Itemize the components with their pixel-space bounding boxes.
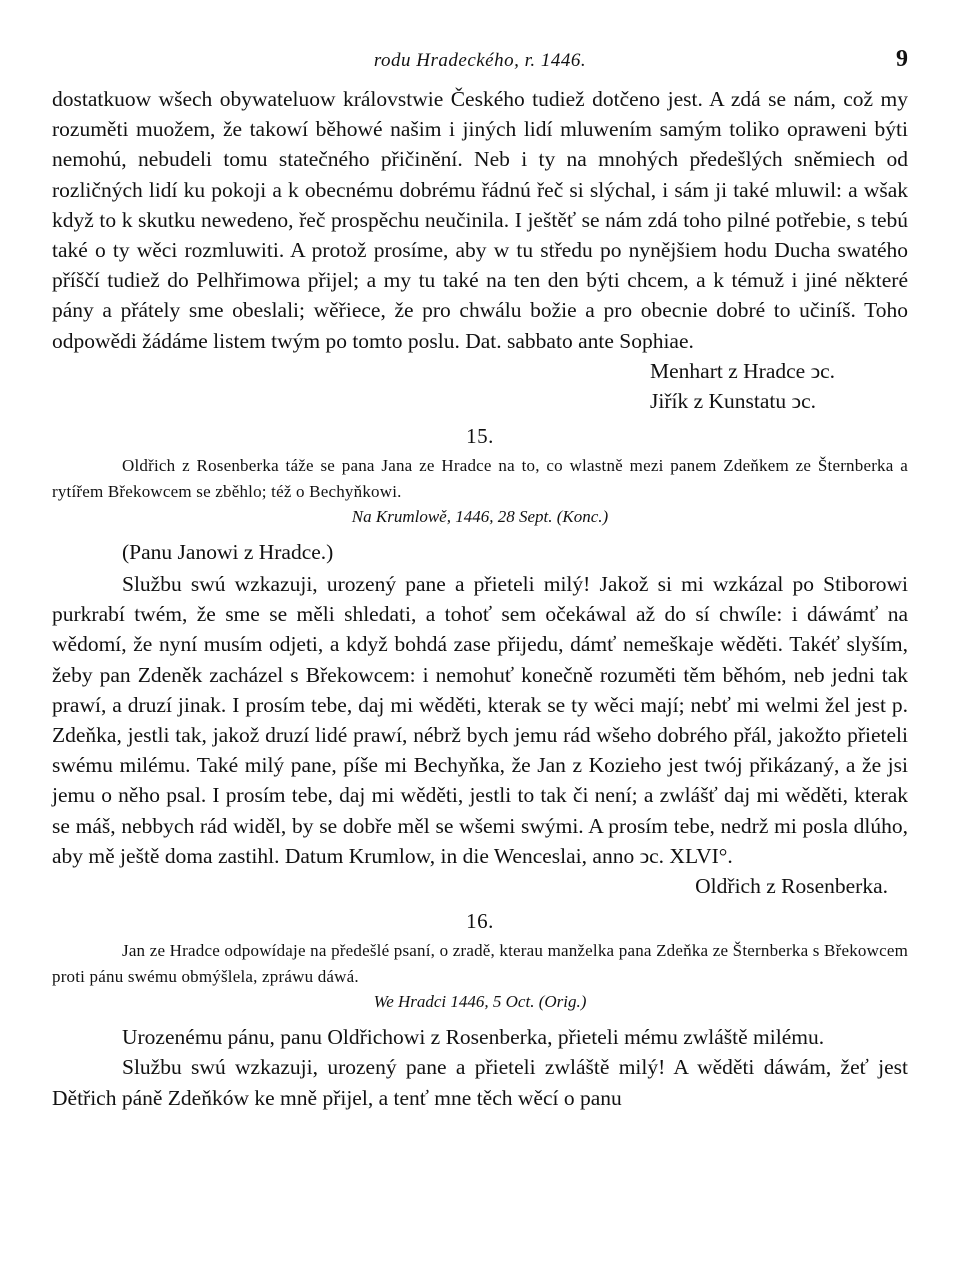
letter-15-dateline: Na Krumlowě, 1446, 28 Sept. (Konc.) xyxy=(351,506,609,526)
letter-15-abstract: Oldřich z Rosenberka táže se pana Jana ze Hradce na to, co wlastně mezi panem Zdeňkem ze Šternberka a rytířem Břekowcem se zběhlo; též o Bechyňkowi. xyxy=(52,455,908,501)
letter-14-signature-1-row xyxy=(52,356,908,386)
letter-15-signature: Oldřich z Rosenberka. xyxy=(695,874,888,899)
letter-16-body: Službu swú wzkazuji, urozený pane a přieteli zwláště milý! A wěděti dáwám, žeť jest Dětřich páně Zdeňków ke mně přijel, a tenť mne těch wěcí o panu xyxy=(52,1055,908,1110)
letter-14-body: dostatkuow wšech obywateluow královstwie Českého tudiež dotčeno jest. A zdá se nám, což my rozuměti muožem, že takowí běhowé našim i jiných lidí mluwením samým toliko opraweni býti nemohú, nebudeli tomu statečného přičinění. Neb i ty na mnohých předešlých sněmiech od rozličných lidí ku pokoji a k obecnému dobrému řádnú řeč si slýchal, i sám ji také mluwil: a wšak když to k skutku newedeno, řeč prospěchu neučinila. I ještěť se nám zdá toho pilné potřebie, s tebú také o ty wěci rozmluwiti. A protož prosíme, aby w tu středu po nynějšiem hodu Ducha swatého příščí tudiež do Pelhřimowa přijel; a my tu také na ten den býti chcem, a k témuž i jiné některé pány a přátely sme obeslali; wěřiece, že pro chwálu božie a pro obecnie dobré to učiníš. Toho odpowědi žádáme listem twým po tomto poslu. Dat. sabbato ante Sophiae. xyxy=(52,87,908,353)
letter-16-dateline: We Hradci 1446, 5 Oct. (Orig.) xyxy=(373,992,587,1012)
letter-14-signature-2-row xyxy=(52,386,908,416)
running-head xyxy=(52,44,908,84)
running-title: rodu Hradeckého, r. 1446. xyxy=(373,50,587,71)
letter-14-signature-2: Jiřík z Kunstatu ͻc. xyxy=(650,388,816,413)
letter-15-number: 15. xyxy=(466,423,494,448)
letter-16-number: 16. xyxy=(466,909,494,934)
letter-16-abstract: Jan ze Hradce odpowídaje na předešlé psaní, o zradě, kterau manželka pana Zdeňka ze Šternberka s Břekowcem proti pánu swému obmýšlela, zpráwu dáwá. xyxy=(52,941,908,987)
letter-16-address: Urozenému pánu, panu Oldřichowi z Rosenberka, přieteli mému zwláště milému. xyxy=(122,1025,825,1050)
letter-14-signature-1: Menhart z Hradce ͻc. xyxy=(650,358,836,383)
letter-15-body: Službu swú wzkazuji, urozený pane a přieteli milý! Jakož si mi wzkázal po Stiborowi purkrabí twém, že sme se měli shledati, a tohoť sem očekáwal až do sí chwíle: i dáwámť na wědomí, že nyní musím odjeti, a když bohdá zase přijedu, dámť nemeškaje wěděti. Takéť slyším, žeby pan Zdeněk zacházel s Břekowcem: i nemohuť konečně rozuměti těm běhóm, neb jedni tak prawí, a druzí jinak. I prosím tebe, daj mi wěděti, kterak se ty wěci mají; nebť mi welmi žel jest p. Zdeňka, jestli tak, jakož druzí lidé prawí, nébrž bych jemu rád wšeho dobrého přál, jakožto přieteli swému milému. Také milý pane, píše mi Bechyňka, že Jan z Kozieho jest twój přikázaný, a že jsi jemu o něho psal. I prosím tebe, daj mi wěděti, jestli to tak či není; a zwlášť daj mi wěděti, kterak se máš, nebbych rád widěl, by se dobře měl se wšemi swými. A prosím tebe, nedrž mi posla dlúho, aby mě ještě doma zastihl. Datum Krumlow, in die Wenceslai, anno ͻc. XLVI°. xyxy=(52,572,908,868)
page-number: 9 xyxy=(896,46,908,72)
letter-15-salutation: (Panu Janowi z Hradce.) xyxy=(122,539,334,564)
document-page xyxy=(52,44,908,1113)
